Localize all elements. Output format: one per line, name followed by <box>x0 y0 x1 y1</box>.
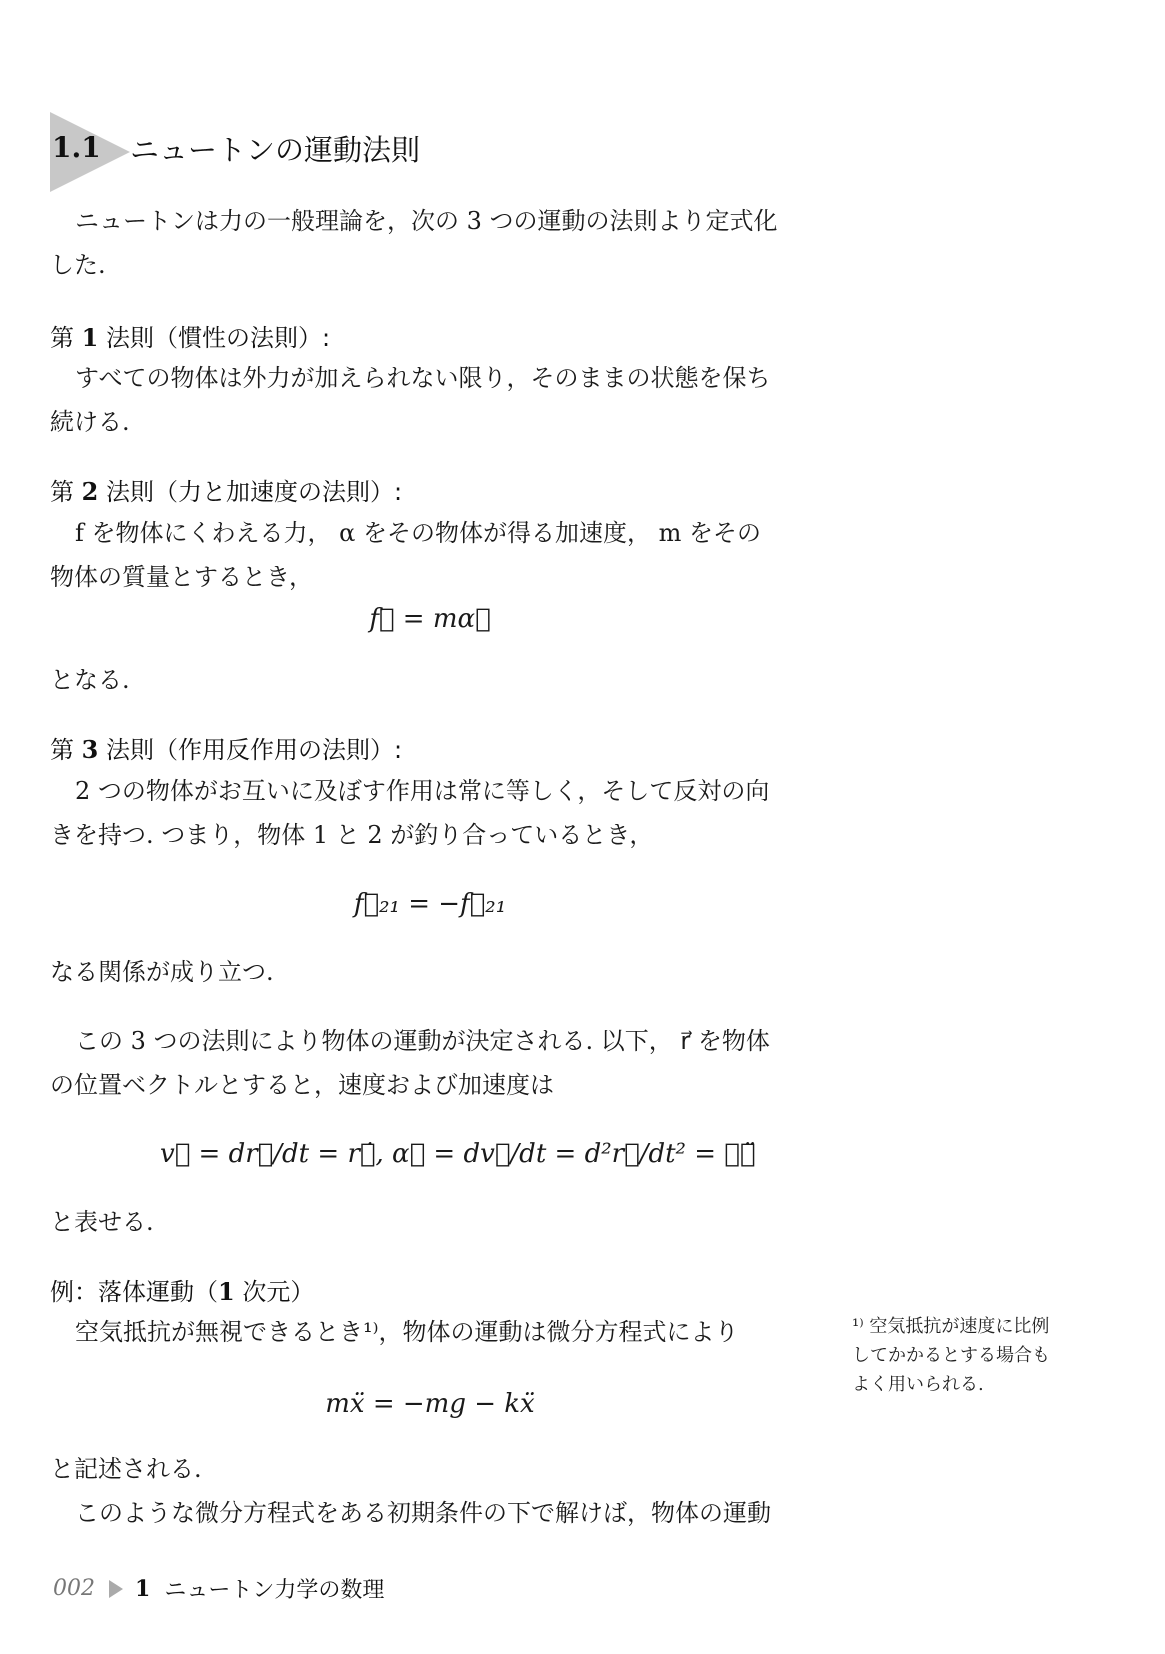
footer-triangle-icon <box>109 1580 123 1598</box>
intro-line-2: した. <box>50 251 106 279</box>
law2-prefix: 第 <box>50 478 74 506</box>
law3-equation: f⃗₂₁ = −f⃗₂₁ <box>353 889 507 919</box>
example-heading-pre: 例：落体運動（ <box>50 1278 218 1306</box>
page-footer <box>53 1573 384 1605</box>
motion-equation: v⃗ = dr⃗/dt = r⃗̇, α⃗ = dv⃗/dt = d²r⃗/dt² = ℝ⃗̈ <box>160 1139 756 1169</box>
motion-line-2: の位置ベクトルとすると，速度および加速度は <box>50 1071 554 1099</box>
motion-after: と表せる. <box>50 1208 154 1236</box>
law1-line-2: 続ける. <box>50 408 130 436</box>
chapter-number: 1 <box>135 1575 151 1602</box>
motion-line-1: この 3 つの法則により物体の運動が決定される. 以下， r⃗ を物体 <box>75 1027 770 1055</box>
sidenote-line-2: してかかるとする場合も <box>852 1345 1050 1366</box>
law3-line-2: きを持つ. つまり，物体 1 と 2 が釣り合っているとき， <box>50 821 654 849</box>
law3-line-1: 2 つの物体がお互いに及ぼす作用は常に等しく，そして反対の向 <box>75 777 770 805</box>
law1-heading <box>50 322 330 354</box>
law1-title: 法則（慣性の法則）: <box>105 324 331 352</box>
law3-heading <box>50 734 402 766</box>
law2-line-2: 物体の質量とするとき， <box>50 563 314 591</box>
section-title: ニュートンの運動法則 <box>130 133 421 167</box>
sidenote <box>852 1312 1082 1399</box>
page-number: 002 <box>53 1576 95 1601</box>
law3-prefix: 第 <box>50 736 74 764</box>
law3-after: なる関係が成り立つ. <box>50 958 274 986</box>
example-line-1: 空気抵抗が無視できるとき¹⁾，物体の運動は微分方程式により <box>75 1318 739 1346</box>
example-heading <box>50 1276 314 1308</box>
law2-heading <box>50 476 402 508</box>
example-last-line: このような微分方程式をある初期条件の下で解けば，物体の運動 <box>75 1499 771 1527</box>
law1-number: 1 <box>81 323 99 352</box>
law2-equation: f⃗ = mα⃗ <box>369 604 491 634</box>
law2-title: 法則（力と加速度の法則）: <box>105 478 403 506</box>
law2-line-1: f を物体にくわえる力， α をその物体が得る加速度， m をその <box>75 519 761 547</box>
law1-line-1: すべての物体は外力が加えられない限り，そのままの状態を保ち <box>75 364 771 392</box>
law2-after: となる. <box>50 666 130 694</box>
law1-prefix: 第 <box>50 324 74 352</box>
intro-line-1: ニュートンは力の一般理論を，次の 3 つの運動の法則より定式化 <box>75 207 778 235</box>
law3-title: 法則（作用反作用の法則）: <box>105 736 403 764</box>
example-heading-post: 次元） <box>242 1278 315 1306</box>
chapter-title: ニュートン力学の数理 <box>164 1578 385 1603</box>
example-after: と記述される. <box>50 1455 202 1483</box>
example-equation: mẍ = −mg − kẍ <box>325 1389 535 1419</box>
sidenote-line-3: よく用いられる. <box>852 1374 984 1395</box>
law2-number: 2 <box>81 477 99 506</box>
law3-number: 3 <box>81 735 99 764</box>
sidenote-line-1: ¹⁾ 空気抵抗が速度に比例 <box>852 1316 1050 1337</box>
example-heading-number: 1 <box>218 1277 235 1306</box>
section-number: 1.1 <box>52 131 101 164</box>
